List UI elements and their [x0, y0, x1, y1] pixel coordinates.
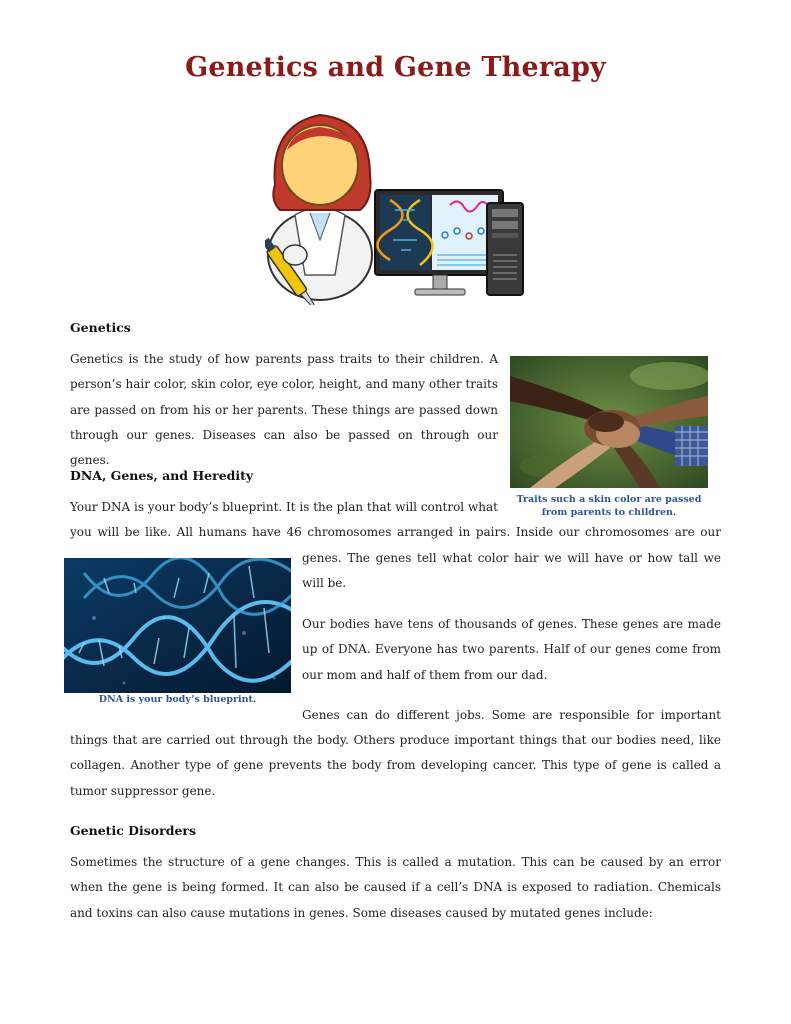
dna-paragraph-line2: you will be like. All humans have 46 chromosomes arranged in pairs. Inside our chromosomes are our	[70, 525, 721, 539]
disorders-paragraph: Sometimes the structure of a gene changes. This is called a mutation. This can be caused by an error when the gene is being formed. It can also be caused if a cell’s DNA is exposed to radiation. Chemicals and toxins can also cause mutations in genes. Some diseases caused by mutated genes include:	[70, 855, 721, 920]
section-heading-dna: DNA, Genes, and Heredity	[70, 468, 254, 483]
scientist-illustration	[265, 105, 530, 305]
hands-photo	[510, 356, 708, 488]
genetics-paragraph: Genetics is the study of how parents pass traits to their children. A person’s hair color, skin color, eye color, height, and many other traits are passed on from his or her parents. These things are passed down through our genes. Diseases can also be passed on through our genes.	[70, 352, 498, 468]
dna-photo-caption: DNA is your body’s blueprint.	[98, 694, 257, 705]
dna-jobs-paragraph-first-line: Genes can do different jobs. Some are responsible for important	[302, 708, 721, 722]
page-title: Genetics and Gene Therapy	[185, 52, 606, 83]
dna-jobs-paragraph: things that are carried out through the body. Others produce important things that our bodies need, like collagen. Another type of gene prevents the body from developing cancer. This type of gene is called a tumor suppressor gene.	[70, 733, 721, 798]
dna-genes-paragraph: genes. The genes tell what color hair we will have or how tall we will be.	[302, 551, 721, 591]
section-heading-genetics: Genetics	[70, 320, 131, 335]
section-heading-disorders: Genetic Disorders	[70, 823, 197, 838]
hands-photo-caption: Traits such a skin color are passed from parents to children.	[516, 494, 702, 518]
dna-bodies-paragraph: Our bodies have tens of thousands of genes. These genes are made up of DNA. Everyone has two parents. Half of our genes come from our mom and half of them from our dad.	[302, 617, 721, 682]
dna-paragraph-line1: Your DNA is your body’s blueprint. It is the plan that will control what	[70, 500, 498, 514]
dna-photo	[64, 558, 291, 693]
